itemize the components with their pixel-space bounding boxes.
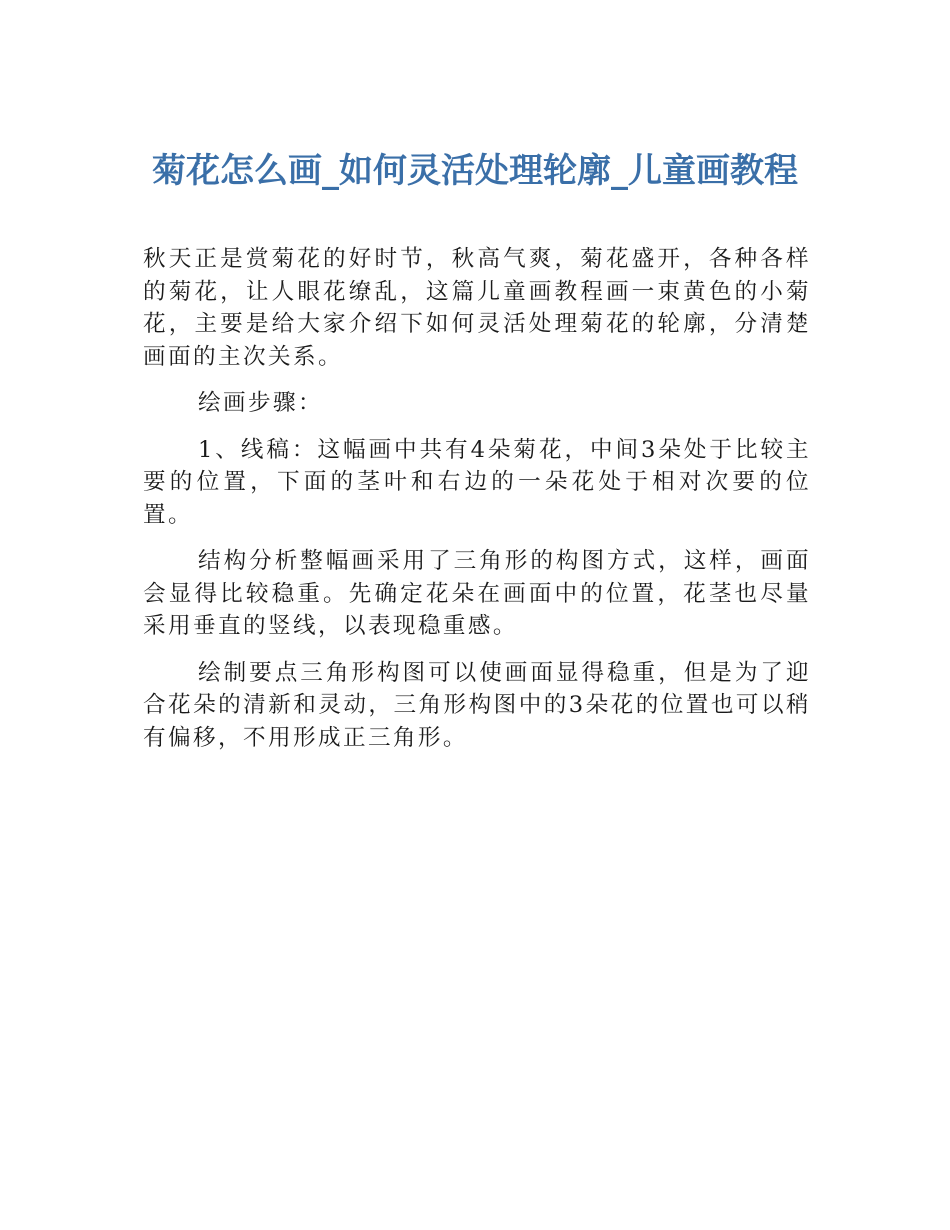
document-body [143,243,811,768]
steps-heading: 绘画步骤： [198,390,323,416]
document-title: 菊花怎么画_如何灵活处理轮廓_儿童画教程 [152,151,798,191]
structure-analysis-paragraph: 结构分析整幅画采用了三角形的构图方式，这样，画面会显得比较稳重。先确定花朵在画面中的位置，花茎也尽量采用垂直的竖线，以表现稳重感。 [143,548,811,639]
intro-paragraph: 秋天正是赏菊花的好时节，秋高气爽，菊花盛开，各种各样的菊花，让人眼花缭乱，这篇儿童画教程画一束黄色的小菊花，主要是给大家介绍下如何灵活处理菊花的轮廓，分清楚画面的主次关系。 [143,246,811,370]
step-line-sketch-paragraph: 1、线稿：这幅画中共有4朵菊花，中间3朵处于比较主要的位置，下面的茎叶和右边的一朵花处于相对次要的位置。 [143,436,811,528]
drawing-tips-paragraph: 绘制要点三角形构图可以使画面显得稳重，但是为了迎合花朵的清新和灵动，三角形构图中的3朵花的位置也可以稍有偏移，不用形成正三角形。 [143,659,811,751]
